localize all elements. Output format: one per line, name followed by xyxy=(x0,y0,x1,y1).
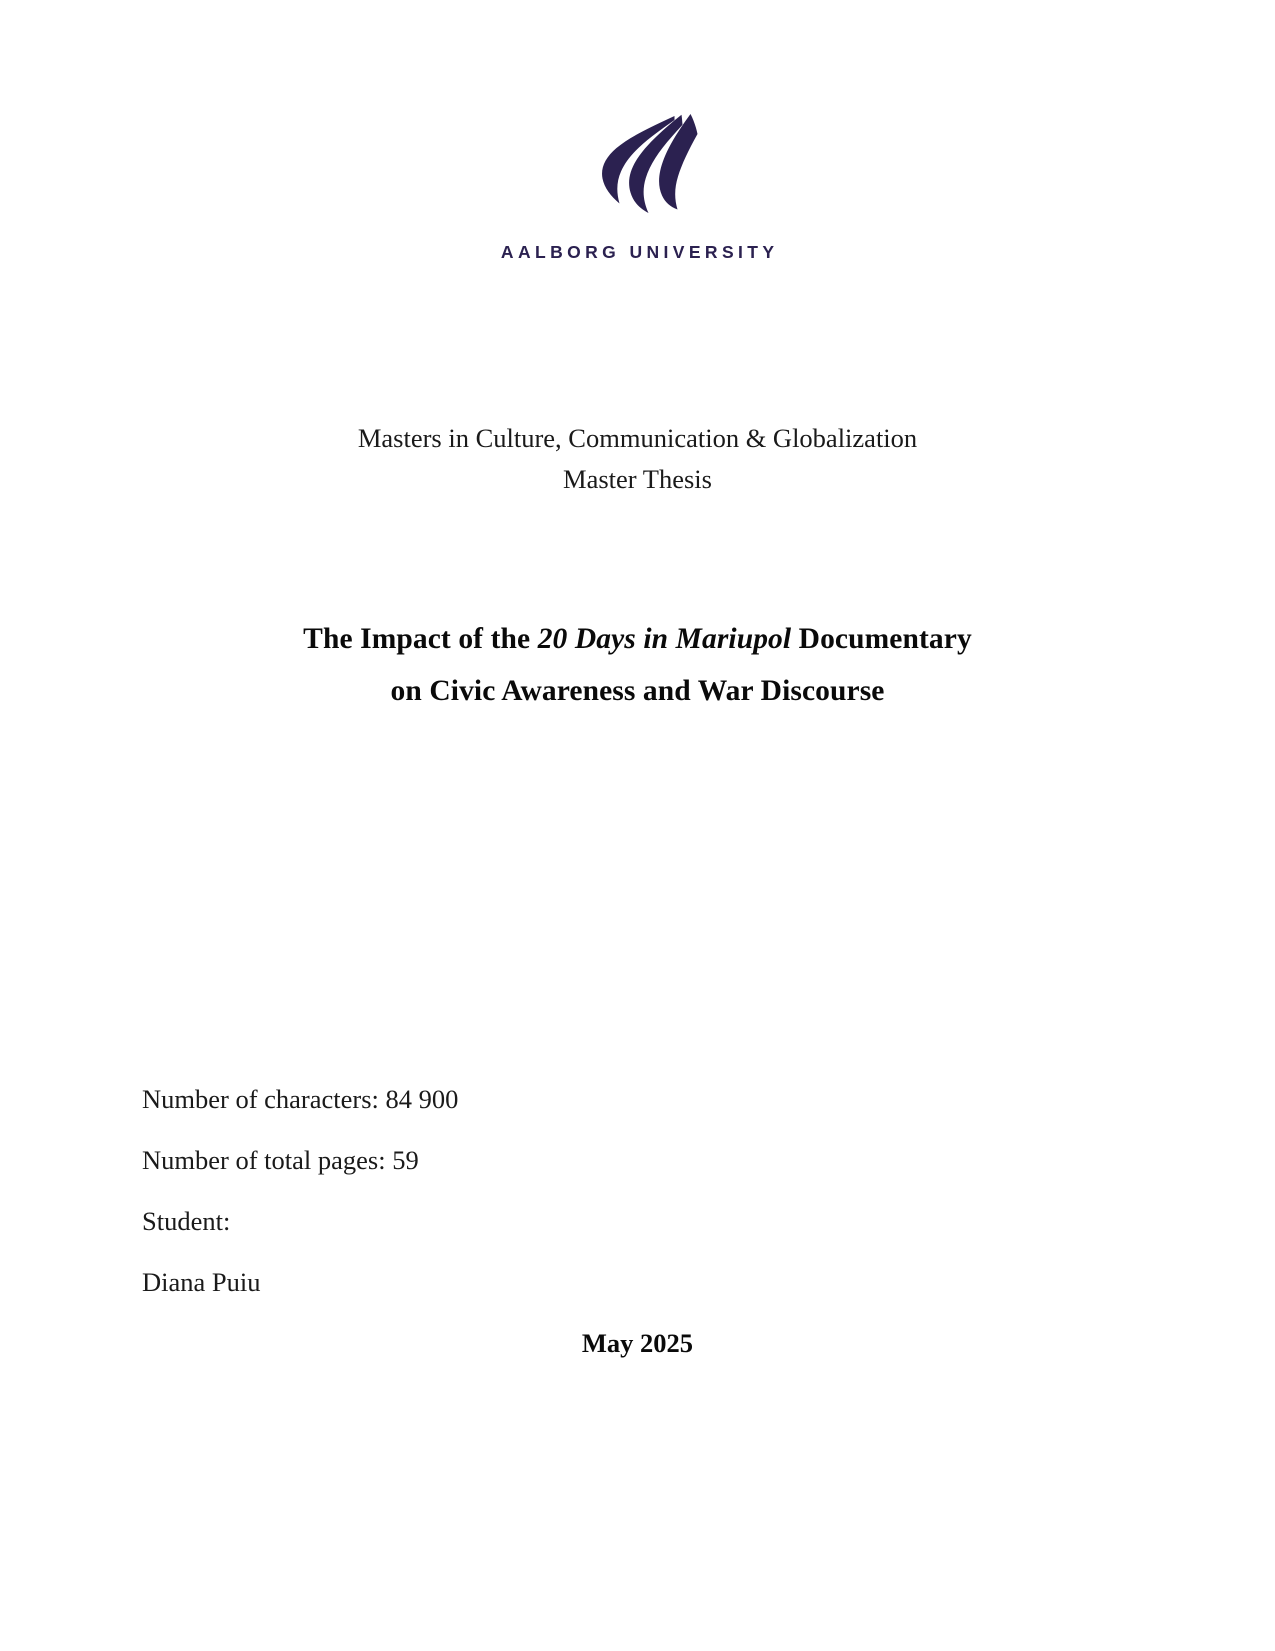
thesis-metadata xyxy=(142,1084,1042,1297)
thesis-title xyxy=(0,613,1275,717)
date-text: May 2025 xyxy=(581,1328,694,1358)
title-line-1 xyxy=(0,613,1275,665)
title-prefix: The Impact of the xyxy=(303,623,538,655)
title-line-2: on Civic Awareness and War Discourse xyxy=(390,675,885,707)
document-type: Master Thesis xyxy=(563,464,712,494)
title-suffix: Documentary xyxy=(791,623,972,655)
program-block xyxy=(0,418,1275,500)
page-count: Number of total pages: 59 xyxy=(142,1145,419,1175)
title-work-name: 20 Days in Mariupol xyxy=(537,623,792,655)
university-logo xyxy=(0,112,1275,263)
university-wordmark: AALBORG UNIVERSITY xyxy=(500,242,779,262)
student-name: Diana Puiu xyxy=(142,1267,261,1297)
submission-date xyxy=(0,1328,1275,1359)
program-name: Masters in Culture, Communication & Globalization xyxy=(357,423,918,453)
aalborg-university-flame-mark xyxy=(578,112,698,214)
student-label: Student: xyxy=(142,1206,231,1236)
character-count: Number of characters: 84 900 xyxy=(142,1084,459,1114)
